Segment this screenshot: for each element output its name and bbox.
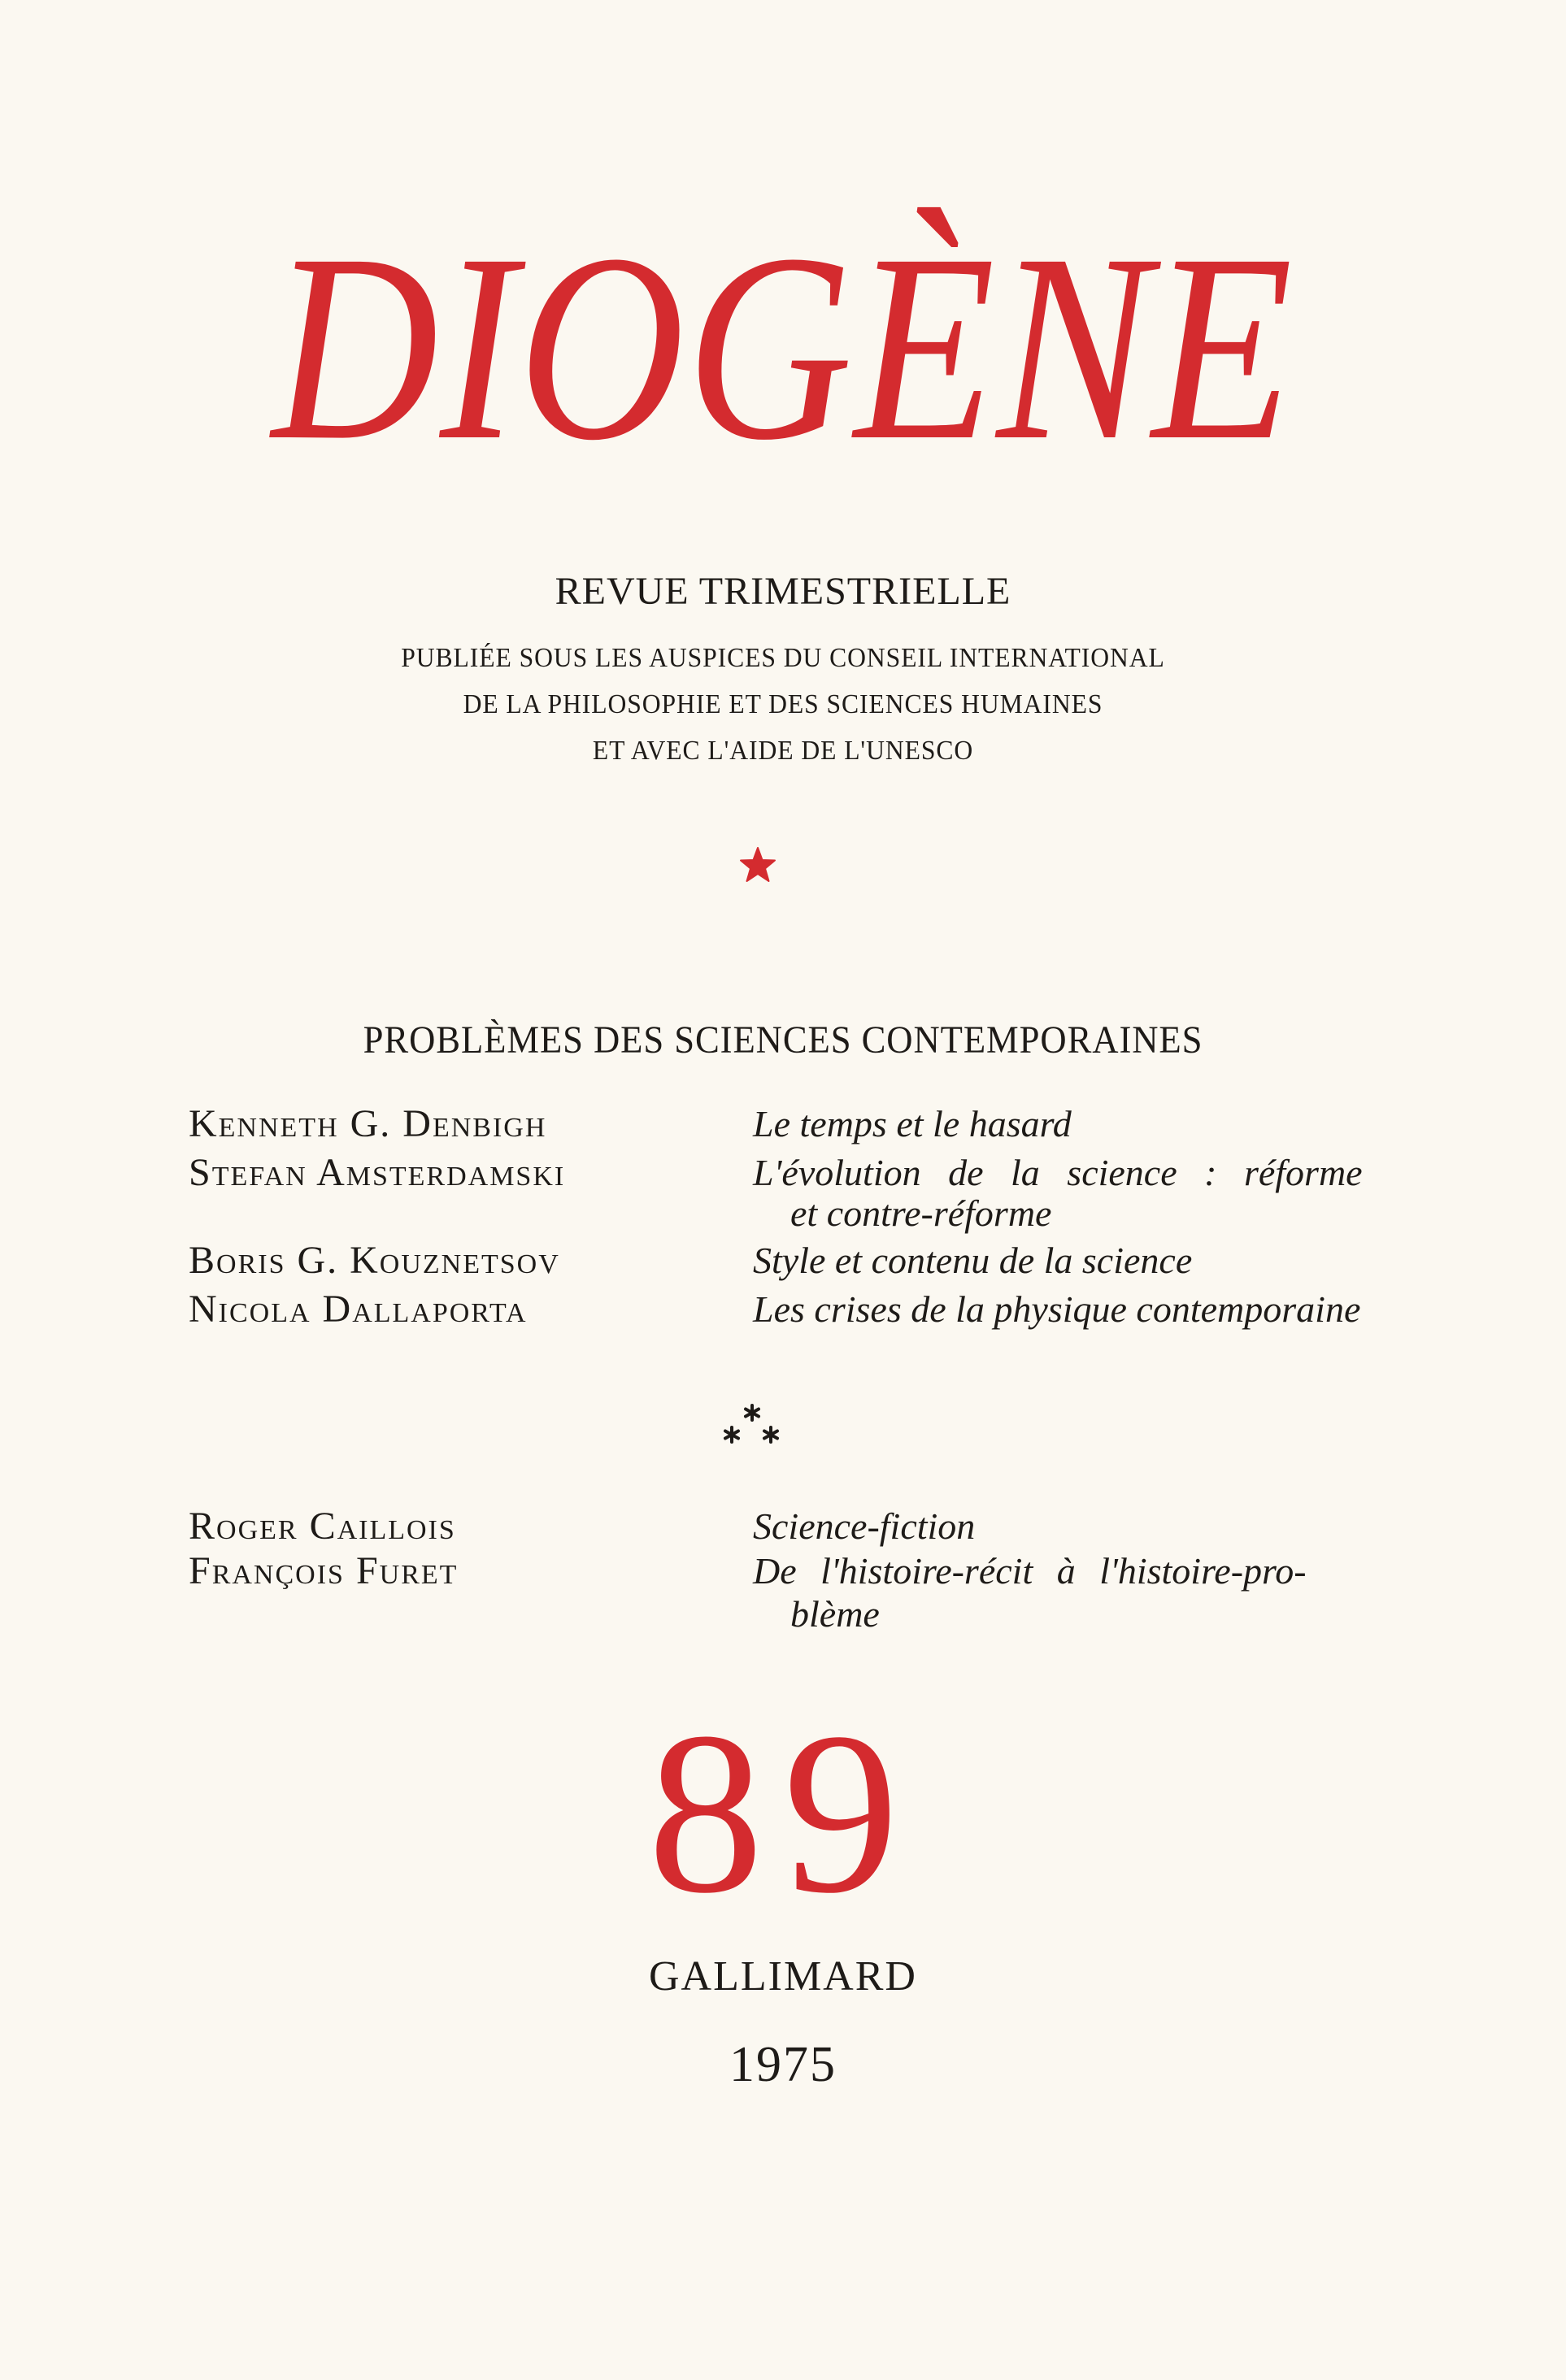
article-title: Style et contenu de la science	[753, 1240, 1193, 1281]
article-title: Le temps et le hasard	[753, 1103, 1072, 1144]
article-title: L'évolution de la science : réforme	[753, 1152, 1363, 1193]
article-title: De l'histoire-récit à l'histoire-pro-	[753, 1550, 1307, 1592]
publication-frequency: REVUE TRIMESTRIELLE	[555, 570, 1011, 613]
star-icon	[738, 845, 777, 884]
article-author: François Furet	[189, 1549, 459, 1592]
article-author: Kenneth G. Denbigh	[189, 1102, 547, 1145]
article-title: Les crises de la physique contemporaine	[753, 1288, 1361, 1330]
publisher: GALLIMARD	[649, 1953, 917, 2000]
sponsor-line: ET AVEC L'AIDE DE L'UNESCO	[592, 736, 974, 766]
article-title-continued: blème	[790, 1593, 880, 1635]
article-author: Boris G. Kouznetsov	[189, 1239, 560, 1282]
article-author: Roger Caillois	[189, 1505, 456, 1548]
issue-number: 89	[647, 1684, 919, 1941]
section-heading: PROBLÈMES DES SCIENCES CONTEMPORAINES	[363, 1018, 1203, 1062]
article-title: Science-fiction	[753, 1505, 976, 1547]
sponsor-line: PUBLIÉE SOUS LES AUSPICES DU CONSEIL INTERNATIONAL	[401, 643, 1165, 673]
article-title-continued: et contre-réforme	[790, 1192, 1052, 1234]
article-author: Nicola Dallaporta	[189, 1288, 528, 1331]
asterism-icon	[716, 1398, 789, 1455]
article-author: Stefan Amsterdamski	[189, 1151, 566, 1194]
journal-title: DIOGÈNE	[272, 199, 1294, 496]
sponsor-line: DE LA PHILOSOPHIE ET DES SCIENCES HUMAINES	[463, 689, 1103, 719]
publication-year: 1975	[729, 2037, 837, 2092]
